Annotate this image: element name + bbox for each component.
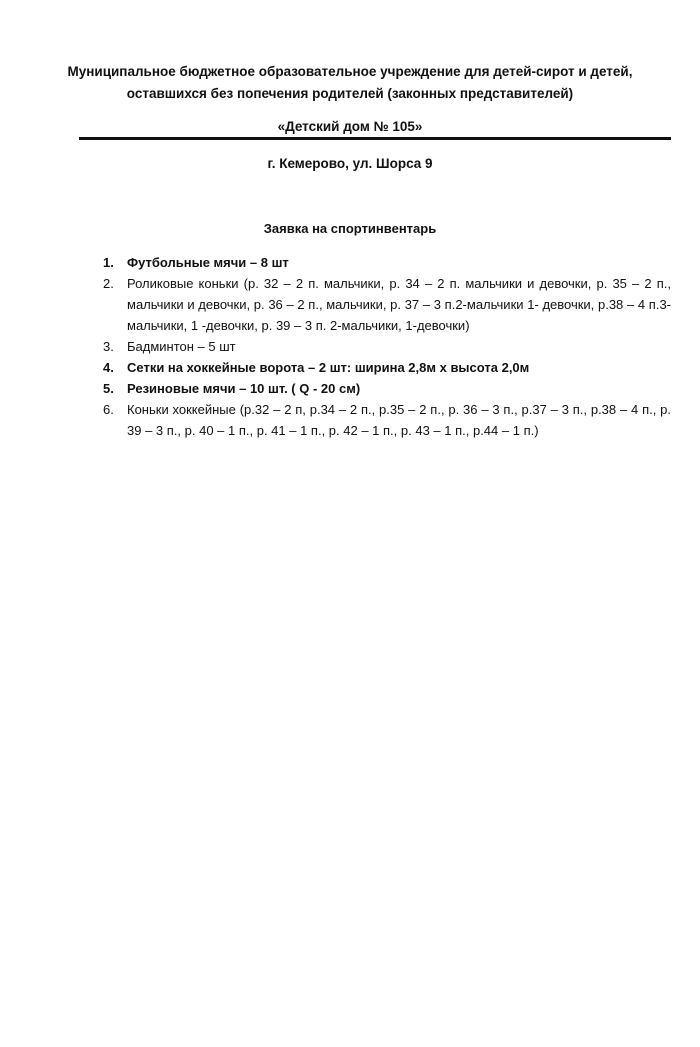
item-text: Резиновые мячи – 10 шт. ( Q - 20 см) bbox=[127, 381, 361, 396]
item-number: 4. bbox=[103, 360, 114, 375]
organization-line-1: Муниципальное бюджетное образовательное учреждение для детей-сирот и детей, bbox=[67, 64, 633, 79]
item-text: Бадминтон – 5 шт bbox=[127, 339, 236, 354]
organization-heading bbox=[40, 61, 660, 105]
organization-name: «Детский дом № 105» bbox=[277, 119, 423, 134]
list-item bbox=[103, 357, 671, 378]
item-number: 3. bbox=[103, 339, 114, 354]
item-number: 2. bbox=[103, 276, 114, 291]
item-text: Футбольные мячи – 8 шт bbox=[127, 255, 289, 270]
item-number: 5. bbox=[103, 381, 114, 396]
list-item bbox=[103, 378, 671, 399]
list-item bbox=[103, 252, 671, 273]
document-title: Заявка на спортинвентарь bbox=[263, 221, 437, 236]
item-number: 1. bbox=[103, 255, 114, 270]
address-line: г. Кемерово, ул. Шорса 9 bbox=[267, 156, 433, 171]
request-items-list bbox=[103, 252, 671, 441]
list-item bbox=[103, 273, 671, 336]
item-text: Роликовые коньки (р. 32 – 2 п. мальчики, р. 34 – 2 п. мальчики и девочки, р. 35 – 2 п., мальчики и девочки, р. 36 – 2 п., мальчики, р. 37 – 3 п.2-мальчики 1- девочки, р.38 – 4 п.3-мальчики, 1 -девочки, р. 39 – 3 п. 2-мальчики, 1-девочки) bbox=[127, 276, 671, 333]
item-number: 6. bbox=[103, 402, 114, 417]
organization-line-2: оставшихся без попечения родителей (законных представителей) bbox=[126, 86, 574, 101]
list-item bbox=[103, 336, 671, 357]
list-item bbox=[103, 399, 671, 441]
header-divider bbox=[79, 137, 671, 140]
item-text: Сетки на хоккейные ворота – 2 шт: ширина 2,8м х высота 2,0м bbox=[127, 360, 530, 375]
item-text: Коньки хоккейные (р.32 – 2 п, р.34 – 2 п., р.35 – 2 п., р. 36 – 3 п., р.37 – 3 п., р.38 – 4 п., р. 39 – 3 п., р. 40 – 1 п., р. 41 – 1 п., р. 42 – 1 п., р. 43 – 1 п., р.44 – 1 п.) bbox=[127, 402, 671, 438]
